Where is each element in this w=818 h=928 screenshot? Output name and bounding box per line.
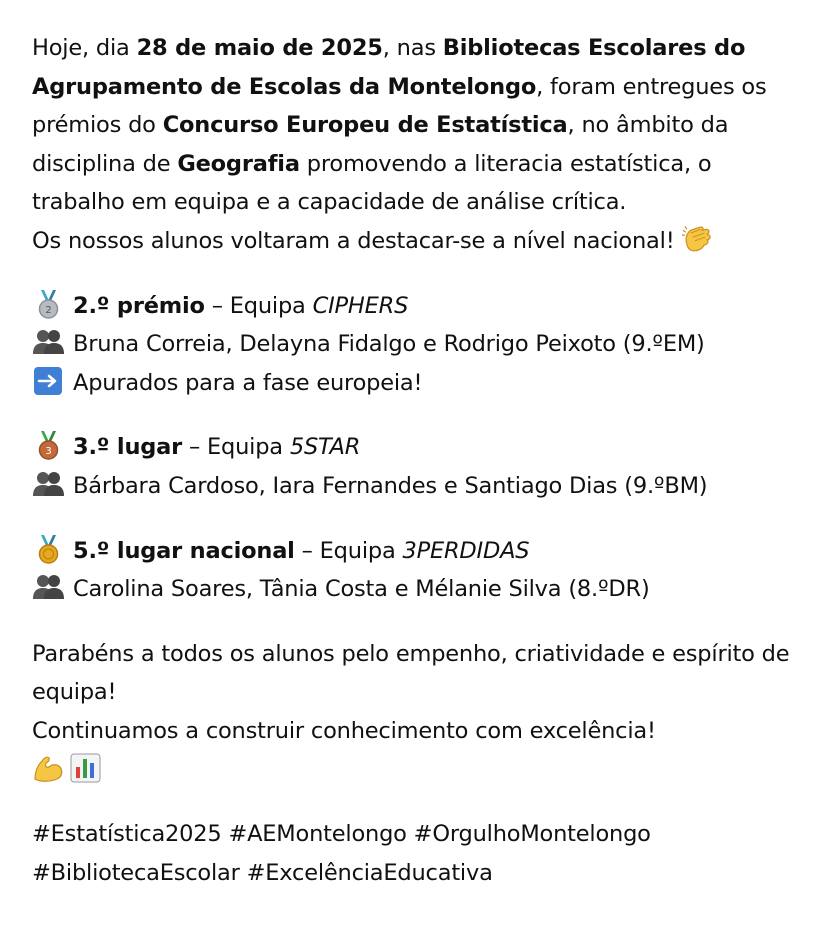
people-icon <box>32 572 65 602</box>
svg-text:2: 2 <box>45 304 52 316</box>
silver-medal-icon <box>32 289 65 319</box>
intro-text-1: Hoje, dia <box>32 35 137 61</box>
intro-line-2: Os nossos alunos voltaram a destacar-se a nível nacional! <box>32 227 675 254</box>
award-2-title-line <box>32 428 790 467</box>
award-1-members-line <box>32 325 790 364</box>
spacer <box>32 402 790 428</box>
organization-name: Bibliotecas Escolares do Agrupamento de Escolas da Montelongo <box>32 35 746 100</box>
award-3-members-line <box>32 570 790 609</box>
closing-line-1: Parabéns a todos os alunos pelo empenho, criatividade e espírito de equipa! <box>32 640 790 706</box>
spacer <box>32 261 790 287</box>
spacer <box>32 609 790 635</box>
gold-medal-icon <box>32 534 65 564</box>
closing-paragraph <box>32 635 790 789</box>
team-members: Bruna Correia, Delayna Fidalgo e Rodrigo Peixoto (9.ºEM) <box>73 331 705 358</box>
award-place: 5.º lugar nacional <box>73 537 295 564</box>
people-icon <box>32 469 65 499</box>
bar-chart-icon <box>69 753 102 783</box>
team-members: Carolina Soares, Tânia Costa e Mélanie Silva (8.ºDR) <box>73 576 650 603</box>
award-separator: – Equipa <box>294 537 403 564</box>
contest-name: Concurso Europeu de Estatística <box>162 112 568 139</box>
award-note: Apurados para a fase europeia! <box>73 369 423 396</box>
subject-name: Geografia <box>177 150 300 177</box>
event-date: 28 de maio de 2025 <box>136 35 383 61</box>
award-2-members-line <box>32 467 790 506</box>
team-name: CIPHERS <box>312 292 409 319</box>
team-name: 3PERDIDAS <box>402 537 530 564</box>
award-3-title-line <box>32 532 790 571</box>
award-2 <box>32 428 790 505</box>
bronze-medal-icon <box>32 430 65 460</box>
right-arrow-icon <box>32 366 65 396</box>
award-place: 3.º lugar <box>73 434 183 461</box>
award-separator: – Equipa <box>204 292 313 319</box>
intro-text-4: , no âmbito da disciplina de <box>32 112 729 177</box>
flexed-biceps-icon <box>32 753 65 783</box>
award-separator: – Equipa <box>182 434 290 461</box>
svg-text:3: 3 <box>45 446 52 458</box>
award-3 <box>32 532 790 609</box>
award-place: 2.º prémio <box>73 292 205 319</box>
intro-paragraph <box>32 29 790 261</box>
spacer <box>32 789 790 815</box>
intro-text-2: , nas <box>382 35 443 61</box>
intro-text-3: , foram entregues os prémios do <box>32 73 767 139</box>
people-icon <box>32 327 65 357</box>
intro-text-5: promovendo a literacia estatística, o trabalho em equipa e a capacidade de análise crítica. <box>32 150 712 216</box>
spacer <box>32 506 790 532</box>
team-members: Bárbara Cardoso, Iara Fernandes e Santiago Dias (9.ºBM) <box>73 472 708 499</box>
closing-line-2: Continuamos a construir conhecimento com excelência! <box>32 717 656 744</box>
award-1-title-line <box>32 287 790 326</box>
award-1 <box>32 287 790 403</box>
hashtags: #Estatística2025 #AEMontelongo #OrgulhoMontelongo #BibliotecaEscolar #ExcelênciaEducativa <box>32 821 651 886</box>
clapping-hands-icon <box>681 224 715 254</box>
award-1-note-line <box>32 364 790 403</box>
team-name: 5STAR <box>289 434 361 461</box>
